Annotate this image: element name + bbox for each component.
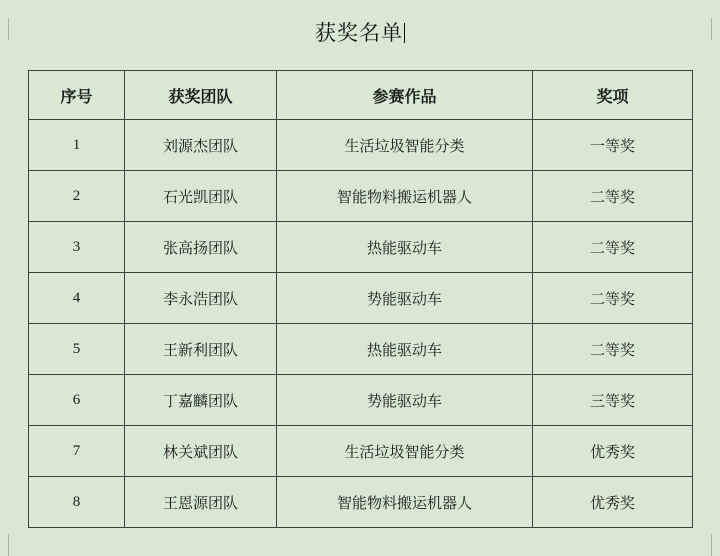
- cell-award: 二等奖: [533, 222, 693, 273]
- column-header-award: 奖项: [533, 71, 693, 120]
- text-cursor: [404, 23, 405, 43]
- cell-award: 二等奖: [533, 171, 693, 222]
- cell-team: 王恩源团队: [125, 477, 277, 528]
- cell-no: 6: [29, 375, 125, 426]
- cell-award: 优秀奖: [533, 477, 693, 528]
- cell-team: 刘源杰团队: [125, 120, 277, 171]
- cell-no: 1: [29, 120, 125, 171]
- page-title-text: 获奖名单: [315, 21, 403, 45]
- table-row: [29, 324, 693, 375]
- table-row: [29, 120, 693, 171]
- table-body: [29, 120, 693, 528]
- page-title: [0, 18, 720, 48]
- cell-award: 一等奖: [533, 120, 693, 171]
- cell-work: 生活垃圾智能分类: [277, 426, 533, 477]
- cell-work: 热能驱动车: [277, 324, 533, 375]
- cell-team: 李永浩团队: [125, 273, 277, 324]
- cell-work: 势能驱动车: [277, 375, 533, 426]
- cell-team: 石光凯团队: [125, 171, 277, 222]
- table-header-row: [29, 71, 693, 120]
- cell-no: 5: [29, 324, 125, 375]
- table-container: [28, 70, 692, 528]
- cell-award: 优秀奖: [533, 426, 693, 477]
- page-corner-bottom-right: [685, 534, 712, 556]
- page-corner-bottom-left: [8, 534, 35, 556]
- table-header: [29, 71, 693, 120]
- cell-award: 三等奖: [533, 375, 693, 426]
- cell-team: 王新利团队: [125, 324, 277, 375]
- table-row: [29, 375, 693, 426]
- cell-team: 丁嘉麟团队: [125, 375, 277, 426]
- cell-no: 7: [29, 426, 125, 477]
- table-row: [29, 273, 693, 324]
- cell-work: 势能驱动车: [277, 273, 533, 324]
- table-row: [29, 426, 693, 477]
- column-header-team: 获奖团队: [125, 71, 277, 120]
- cell-work: 生活垃圾智能分类: [277, 120, 533, 171]
- cell-work: 智能物料搬运机器人: [277, 171, 533, 222]
- cell-award: 二等奖: [533, 324, 693, 375]
- cell-work: 热能驱动车: [277, 222, 533, 273]
- cell-work: 智能物料搬运机器人: [277, 477, 533, 528]
- column-header-no: 序号: [29, 71, 125, 120]
- table-row: [29, 477, 693, 528]
- cell-award: 二等奖: [533, 273, 693, 324]
- award-table: [28, 70, 693, 528]
- column-header-work: 参赛作品: [277, 71, 533, 120]
- cell-team: 林关斌团队: [125, 426, 277, 477]
- table-row: [29, 171, 693, 222]
- cell-team: 张高扬团队: [125, 222, 277, 273]
- cell-no: 2: [29, 171, 125, 222]
- cell-no: 3: [29, 222, 125, 273]
- table-row: [29, 222, 693, 273]
- cell-no: 4: [29, 273, 125, 324]
- cell-no: 8: [29, 477, 125, 528]
